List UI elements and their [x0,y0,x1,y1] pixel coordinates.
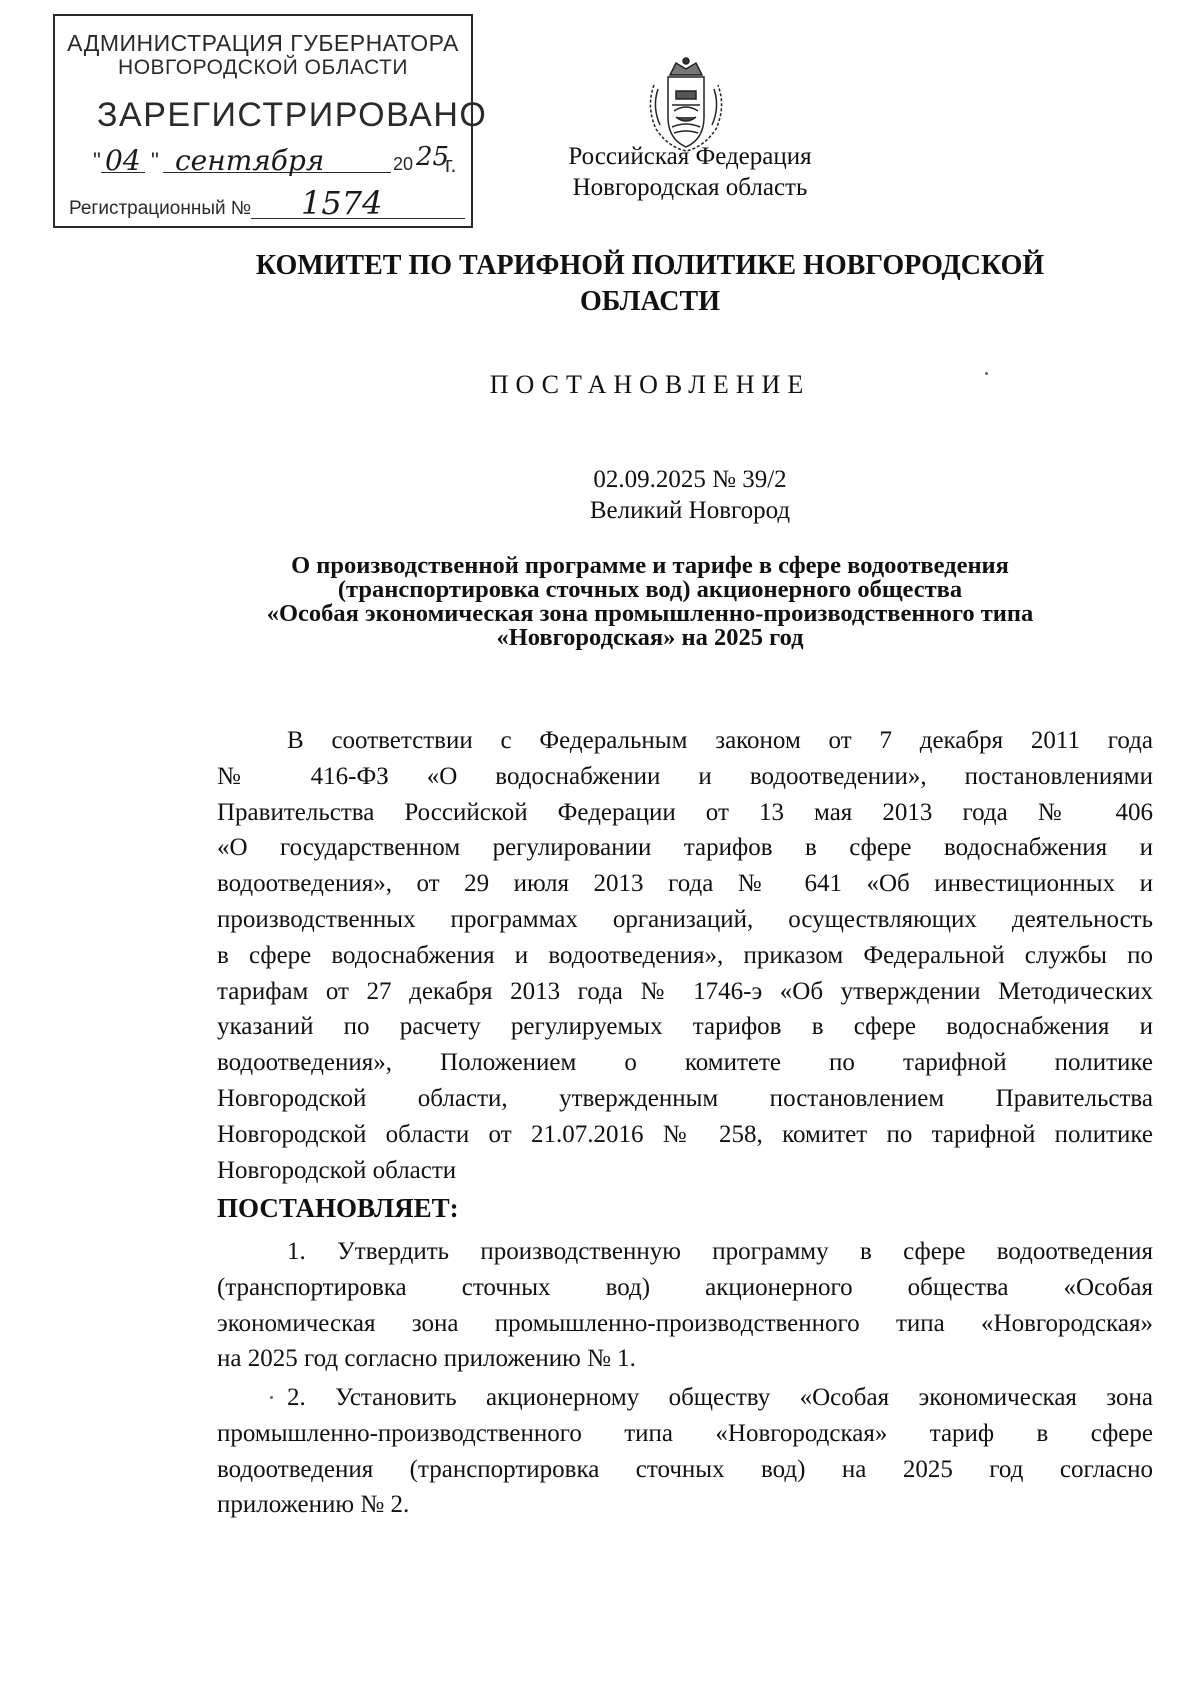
item-line: на 2025 год согласно приложению № 1. [217,1345,636,1373]
resolves-heading: ПОСТАНОВЛЯЕТ: [217,1193,459,1223]
item-line: экономическая зона промышленно-производственного типа «Новгородская» [217,1309,1153,1337]
document-city: Великий Новгород [589,497,791,524]
stamp-authority-line2: НОВГОРОДСКОЙ ОБЛАСТИ [118,56,408,79]
item-line: 1. Утвердить производственную программу в сфере водоотведения [287,1238,1153,1265]
stamp-month: сентября [175,144,325,177]
country-name: Российская Федерация [568,143,812,170]
registration-stamp [53,14,488,228]
committee-title-line2: ОБЛАСТИ [580,286,720,317]
stamp-date: " 04 " сентября 20 25 г. [93,142,457,177]
preamble-line: Правительства Российской Федерации от 13 мая 2013 года № 406 [217,798,1153,826]
stamp-number-label: Регистрационный № [69,198,252,219]
item-line: промышленно-производственного типа «Новгородская» тариф в сфере [217,1419,1153,1447]
preamble-line: «О государственном регулировании тарифов в сфере водоснабжения и [217,834,1153,862]
scan-speck [270,1396,273,1399]
novgorod-coat-of-arms-icon [640,55,732,155]
preamble-line: водоотведения», от 29 июля 2013 года № 641 «Об инвестиционных и [217,870,1153,898]
subject-line: О производственной программе и тарифе в сфере водоотведения [291,552,1009,579]
preamble-line: В соответствии с Федеральным законом от 7 декабря 2011 года [287,727,1153,754]
subject-line: «Особая экономическая зона промышленно-производственного типа [266,600,1034,627]
committee-title-line1: КОМИТЕТ ПО ТАРИФНОЙ ПОЛИТИКЕ НОВГОРОДСКОЙ [255,250,1045,281]
region-name: Новгородская область [572,174,808,201]
item-line: 2. Установить акционерному обществу «Особая экономическая зона [287,1384,1153,1411]
stamp-year-suffix: 25 [416,142,450,172]
item-line: водоотведения (транспортировка сточных вод) на 2025 год согласно [217,1455,1153,1483]
item-line: (транспортировка сточных вод) акционерного общества «Особая [217,1273,1153,1301]
preamble-line: Новгородской области [217,1156,457,1184]
preamble-line: тарифам от 27 декабря 2013 года № 1746-э «Об утверждении Методических [217,977,1153,1005]
stamp-year-end: г. [445,152,457,177]
stamp-authority-line1: АДМИНИСТРАЦИЯ ГУБЕРНАТОРА [67,30,459,56]
stamp-number: 1574 [301,184,383,222]
item-2 [217,1380,1153,1523]
preamble-line: указаний по расчету регулируемых тарифов в сфере водоснабжения и [217,1013,1153,1041]
stamp-day: 04 [105,144,141,177]
scan-speck [985,372,988,375]
stamp-registered: ЗАРЕГИСТРИРОВАНО [97,96,488,134]
preamble-line: № 416-ФЗ «О водоснабжении и водоотведении», постановлениями [217,762,1153,790]
preamble-paragraph [217,723,1153,1188]
subject-line: «Новгородская» на 2025 год [496,624,804,651]
item-line: приложению № 2. [217,1491,410,1519]
document-date-number: 02.09.2025 № 39/2 [593,466,787,493]
preamble-line: Новгородской области, утвержденным постановлением Правительства [217,1084,1153,1112]
preamble-line: Новгородской области от 21.07.2016 № 258, комитет по тарифной политике [217,1120,1153,1148]
preamble-line: в сфере водоснабжения и водоотведения», приказом Федеральной службы по [217,941,1153,969]
document-subject [180,554,1120,650]
preamble-line: водоотведения», Положением о комитете по тарифной политике [217,1049,1153,1077]
stamp-year-prefix: 20 [393,154,414,174]
subject-line: (транспортировка сточных вод) акционерного общества [337,576,963,603]
item-1 [217,1234,1153,1377]
document-type: ПОСТАНОВЛЕНИЕ [489,370,811,399]
preamble-line: производственных программах организаций, осуществляющих деятельность [217,905,1153,933]
